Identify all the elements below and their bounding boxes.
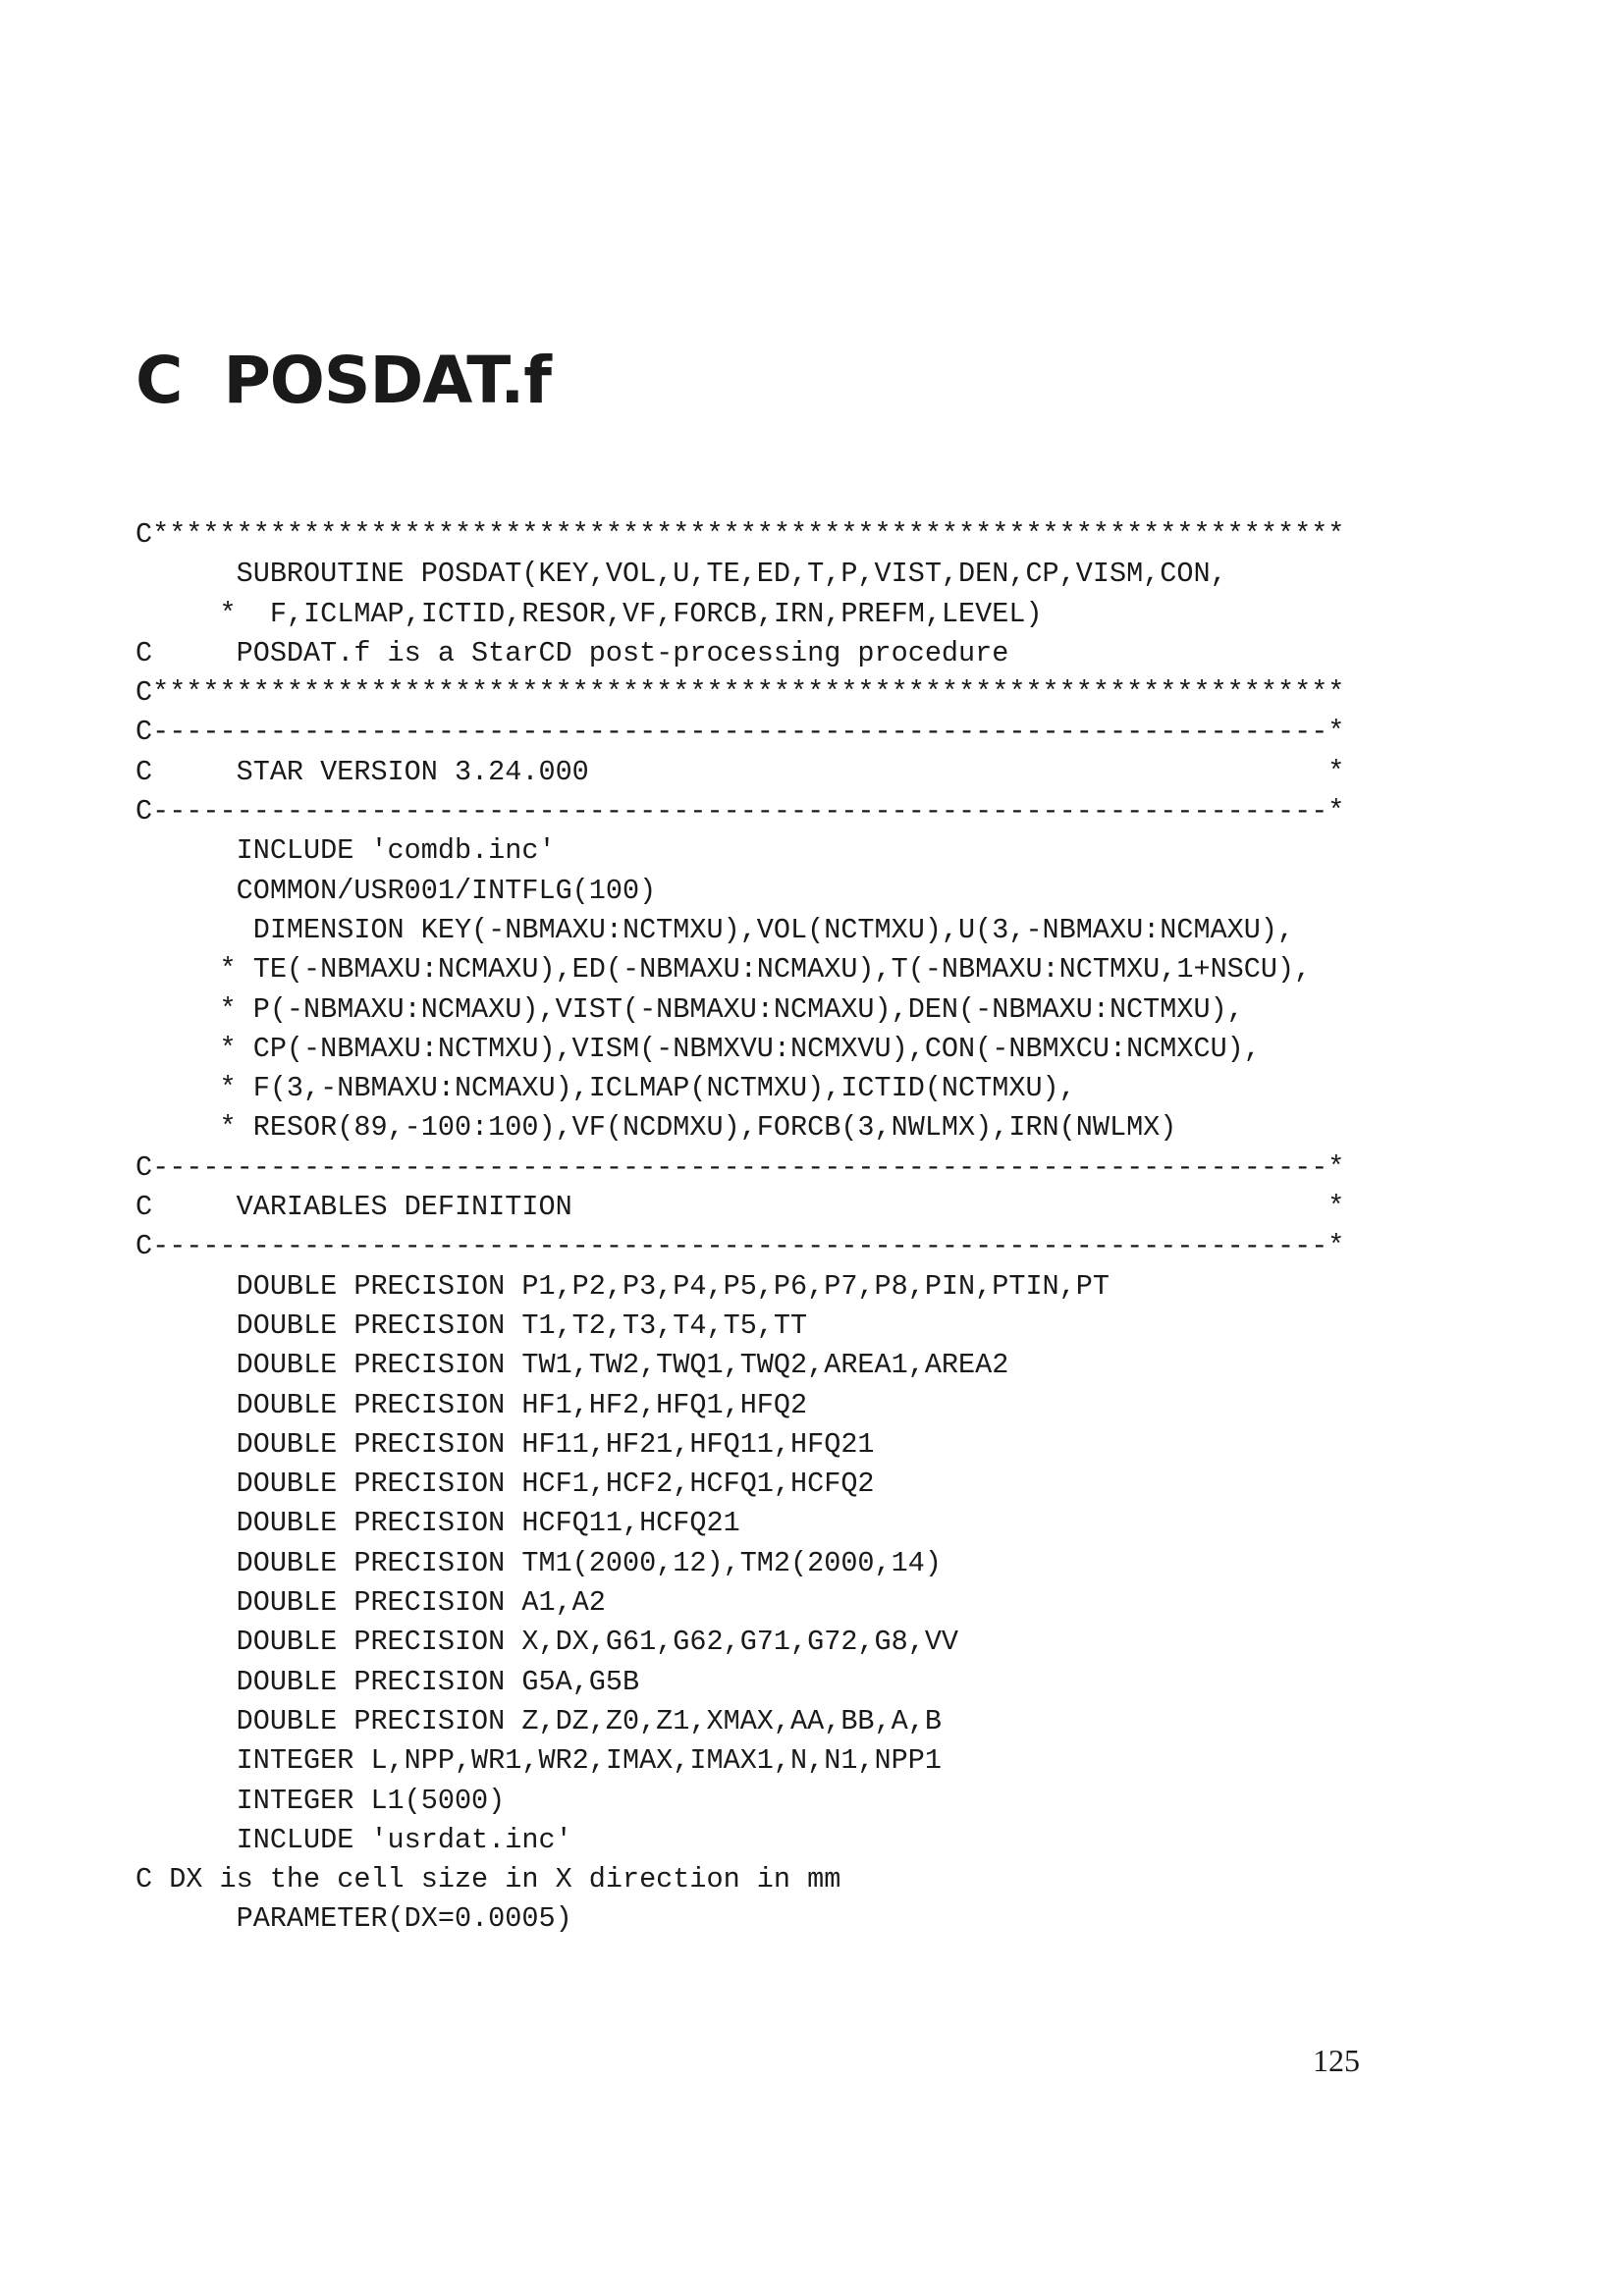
code-line: C*********************************************************************** <box>135 518 1345 551</box>
code-line: C----------------------------------------------------------------------* <box>135 1150 1345 1184</box>
code-line: INTEGER L,NPP,WR1,WR2,IMAX,IMAX1,N,N1,NPP1 <box>135 1744 942 1778</box>
code-line: DOUBLE PRECISION Z,DZ,Z0,Z1,XMAX,AA,BB,A,B <box>135 1704 942 1737</box>
code-listing <box>135 515 1344 1940</box>
appendix-letter: C <box>135 343 183 418</box>
code-line: C VARIABLES DEFINITION * <box>135 1191 1345 1224</box>
code-line: DOUBLE PRECISION X,DX,G61,G62,G71,G72,G8,VV <box>135 1626 959 1659</box>
code-line: * F,ICLMAP,ICTID,RESOR,VF,FORCB,IRN,PREFM,LEVEL) <box>135 597 1043 630</box>
appendix-heading <box>135 343 551 418</box>
code-line: DOUBLE PRECISION A1,A2 <box>135 1586 606 1620</box>
code-line: * F(3,-NBMAXU:NCMAXU),ICLMAP(NCTMXU),ICTID(NCTMXU), <box>135 1072 1076 1105</box>
code-line: DOUBLE PRECISION HCF1,HCF2,HCFQ1,HCFQ2 <box>135 1468 875 1501</box>
code-line: C*********************************************************************** <box>135 676 1345 710</box>
code-line: DOUBLE PRECISION HF11,HF21,HFQ11,HFQ21 <box>135 1427 875 1461</box>
code-line: C STAR VERSION 3.24.000 * <box>135 755 1345 788</box>
code-line: DOUBLE PRECISION P1,P2,P3,P4,P5,P6,P7,P8,PIN,PTIN,PT <box>135 1269 1110 1303</box>
code-line: * CP(-NBMAXU:NCTMXU),VISM(-NBMXVU:NCMXVU),CON(-NBMXCU:NCMXCU), <box>135 1032 1261 1065</box>
code-line: PARAMETER(DX=0.0005) <box>135 1902 572 1936</box>
code-line: C POSDAT.f is a StarCD post-processing procedure <box>135 636 1009 669</box>
code-line: SUBROUTINE POSDAT(KEY,VOL,U,TE,ED,T,P,VIST,DEN,CP,VISM,CON, <box>135 558 1227 591</box>
code-line: COMMON/USR001/INTFLG(100) <box>135 874 657 907</box>
code-line: DIMENSION KEY(-NBMAXU:NCTMXU),VOL(NCTMXU),U(3,-NBMAXU:NCMAXU), <box>135 913 1295 946</box>
code-line: DOUBLE PRECISION T1,T2,T3,T4,T5,TT <box>135 1308 808 1342</box>
code-line: * RESOR(89,-100:100),VF(NCDMXU),FORCB(3,NWLMX),IRN(NWLMX) <box>135 1111 1177 1145</box>
code-line: * TE(-NBMAXU:NCMAXU),ED(-NBMAXU:NCMAXU),T(-NBMAXU:NCTMXU,1+NSCU), <box>135 953 1312 987</box>
code-line: INTEGER L1(5000) <box>135 1784 506 1817</box>
code-line: DOUBLE PRECISION TW1,TW2,TWQ1,TWQ2,AREA1,AREA2 <box>135 1349 1009 1382</box>
code-line: C----------------------------------------------------------------------* <box>135 1230 1345 1263</box>
code-line: DOUBLE PRECISION TM1(2000,12),TM2(2000,14) <box>135 1546 942 1579</box>
code-line: DOUBLE PRECISION HF1,HF2,HFQ1,HFQ2 <box>135 1388 808 1421</box>
code-line: * P(-NBMAXU:NCMAXU),VIST(-NBMAXU:NCMAXU),DEN(-NBMAXU:NCTMXU), <box>135 992 1244 1026</box>
code-line: C----------------------------------------------------------------------* <box>135 716 1345 749</box>
code-line: C DX is the cell size in X direction in mm <box>135 1863 841 1896</box>
code-line: C----------------------------------------------------------------------* <box>135 795 1345 828</box>
code-line: INCLUDE 'comdb.inc' <box>135 834 556 868</box>
appendix-title: POSDAT.f <box>223 343 551 418</box>
code-line: DOUBLE PRECISION G5A,G5B <box>135 1665 640 1698</box>
page-number: 125 <box>1313 2043 1360 2078</box>
code-line: INCLUDE 'usrdat.inc' <box>135 1823 572 1856</box>
code-line: DOUBLE PRECISION HCFQ11,HCFQ21 <box>135 1507 740 1540</box>
